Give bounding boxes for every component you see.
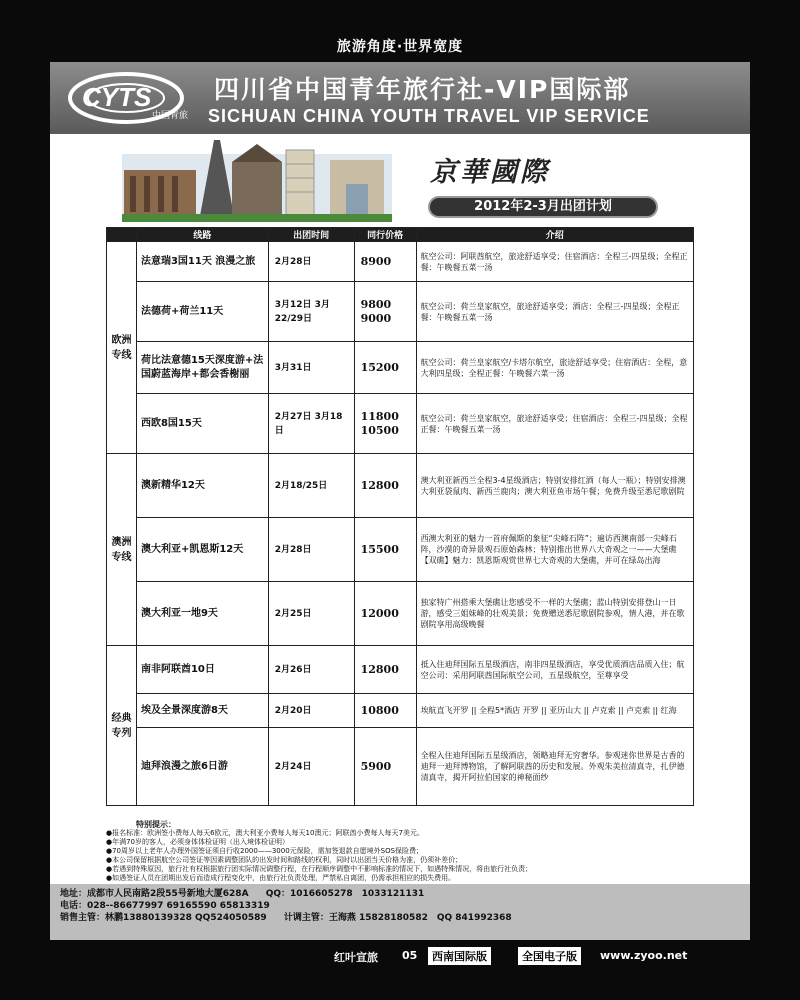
plan-title-badge: 2012年2-3月出团计划	[428, 196, 658, 218]
note-item: ●报名标准：欧洲签小费每人每天6欧元，澳大利亚小费每人每天10澳元；阿联酋小费每人每天7美元。	[106, 829, 424, 837]
table-row	[107, 394, 694, 454]
table-header-row	[107, 228, 694, 242]
region-classic: 经典专列	[107, 646, 137, 806]
departure-date: 2月25日	[268, 582, 354, 646]
region-europe: 欧洲专线	[107, 242, 137, 454]
edition-tag: 全国电子版	[518, 947, 581, 965]
departure-date: 2月28日	[268, 242, 354, 282]
price: 5900	[354, 728, 416, 806]
page-content	[50, 62, 750, 923]
route-name: 埃及全景深度游8天	[136, 694, 268, 728]
qq-numbers: QQ：1016605278 1033121131	[265, 889, 425, 899]
route-intro: 西澳大利亚的魅力一首府佩斯的象征“尖峰石阵”；遍访西澳南部一尖峰石阵，沙漠的奇异景观石原始森林；特别推出世界八大奇观之一——大堡礁【双礁】魅力：凯恩斯观赏世界七大奇观的大堡礁，并可在绿岛出海	[416, 518, 693, 582]
route-name: 荷比法意德15天深度游+法国蔚蓝海岸+都会香榭丽	[136, 342, 268, 394]
route-intro: 航空公司：阿联酋航空，旅途舒适享受；住宿酒店：全程三-四星级；全程正餐：午晚餐五菜一汤	[416, 242, 693, 282]
tour-schedule-table	[106, 227, 694, 806]
route-name: 澳新精华12天	[136, 454, 268, 518]
price: 9800 9000	[354, 282, 416, 342]
route-intro: 埃航直飞开罗 || 全程5*酒店 开罗 || 亚历山大 || 卢克索 || 卢克索 || 红海	[416, 694, 693, 728]
price: 11800 10500	[354, 394, 416, 454]
route-name: 澳大利亚一地9天	[136, 582, 268, 646]
price: 15500	[354, 518, 416, 582]
departure-date: 2月27日 3月18日	[268, 394, 354, 454]
price: 12800	[354, 646, 416, 694]
price: 8900	[354, 242, 416, 282]
region-oceania: 澳洲专线	[107, 454, 137, 646]
route-intro: 航空公司：荷兰皇家航空/卡塔尔航空，旅途舒适享受；住宿酒店：全程，意大利四星级；全程正餐：午晚餐六菜一汤	[416, 342, 693, 394]
note-item: ●若遇到特殊原因，旅行社有权根据旅行团实际情况调整行程，在行程顺序调整中不影响标准的情况下，如遇特殊情况，将由旅行社负责；	[106, 865, 533, 873]
departure-date: 3月31日	[268, 342, 354, 394]
page-number: 05	[402, 949, 418, 962]
special-notes	[106, 820, 706, 883]
header-cell-date: 出团时间	[268, 228, 354, 242]
route-name: 澳大利亚+凯恩斯12天	[136, 518, 268, 582]
departure-date: 2月20日	[268, 694, 354, 728]
departure-date: 2月24日	[268, 728, 354, 806]
table-row	[107, 454, 694, 518]
departure-date: 2月26日	[268, 646, 354, 694]
departure-date: 3月12日 3月22/29日	[268, 282, 354, 342]
cyts-logo-icon	[64, 68, 210, 126]
sales-manager: 销售主管：林鹏13880139328 QQ524050589	[60, 913, 267, 923]
agency-title-cn: 四川省中国青年旅行社-VIP国际部	[214, 75, 631, 104]
website-link[interactable]: www.zyoo.net	[600, 949, 688, 962]
price: 10800	[354, 694, 416, 728]
notes-title: 特别提示：	[136, 820, 176, 829]
table-row	[107, 694, 694, 728]
price: 12800	[354, 454, 416, 518]
address: 地址：成都市人民南路2段55号新地大厦628A	[60, 889, 249, 899]
contact-footer	[50, 884, 750, 940]
table-row	[107, 646, 694, 694]
note-item: ●本公司保留根据航空公司签证等因素调整团队的出发时间和路线的权利，同时以出团当天价格为准，仍须补差价；	[106, 856, 463, 864]
table-row	[107, 728, 694, 806]
route-intro: 澳大利亚新西兰全程3-4星级酒店；特别安排红酒（每人一瓶）；特别安排澳大利亚袋鼠肉、新西兰鹿肉；澳大利亚鱼市场午餐；免费升级至悉尼歌剧院	[416, 454, 693, 518]
route-name: 迪拜浪漫之旅6日游	[136, 728, 268, 806]
table-row	[107, 342, 694, 394]
price: 15200	[354, 342, 416, 394]
bottom-bar	[0, 946, 800, 966]
departure-date: 2月28日	[268, 518, 354, 582]
header-cell	[107, 228, 137, 242]
price: 12000	[354, 582, 416, 646]
header-cell-price: 同行价格	[354, 228, 416, 242]
route-name: 南非阿联酋10日	[136, 646, 268, 694]
svg-text:中国青旅: 中国青旅	[152, 111, 189, 121]
table-row	[107, 282, 694, 342]
route-intro: 独家特广州搭乘大堡礁让您感受不一样的大堡礁；蓝山特别安排登山一日游，感受三姐妹峰的壮观美景；免费赠送悉尼歌剧院参观，情人港，并在歌剧院享用高级晚餐	[416, 582, 693, 646]
header-cell-intro: 介绍	[416, 228, 693, 242]
edition-tag: 西南国际版	[428, 947, 491, 965]
top-slogan: 旅游角度·世界宽度	[336, 39, 464, 55]
table-row	[107, 582, 694, 646]
note-item: ●70周岁以上老年人办理外国签证须自行收2000——3000元保险，需加签退款自愿境外SOS保险费；	[106, 847, 424, 855]
header-cell-route: 线路	[136, 228, 268, 242]
route-intro: 抵入住迪拜国际五星级酒店，南非四星级酒店，享受优质酒店品质入住；航空公司：采用阿联酋国际航空公司，五星级航空，至尊享受	[416, 646, 693, 694]
phone-numbers: 电话：028--86677997 69165590 65813319	[60, 901, 270, 911]
route-intro: 航空公司：荷兰皇家航空，旅途舒适享受；酒店：全程三-四星级；全程正餐：午晚餐五菜一汤	[416, 282, 693, 342]
route-intro: 航空公司：荷兰皇家航空，旅途舒适享受；住宿酒店：全程三-四星级；全程正餐：午晚餐五菜一汤	[416, 394, 693, 454]
departure-date: 2月18/25日	[268, 454, 354, 518]
agency-title-en: SICHUAN CHINA YOUTH TRAVEL VIP SERVICE	[208, 106, 650, 126]
note-item: ●如遇签证人员在团期出发后而造成行程变化中，由旅行社负责处理，严禁私自离团，仍需承担相应的损失费用。	[106, 874, 456, 882]
note-item: ●年满70岁的客人，必须身体体检证明（出入境体检证明）	[106, 838, 290, 846]
publication-name: 红叶宣旅	[334, 951, 378, 964]
route-name: 法意瑞3国11天 浪漫之旅	[136, 242, 268, 282]
table-row	[107, 518, 694, 582]
route-intro: 全程入住迪拜国际五星级酒店，领略迪拜无穷奢华。参观迷你世界是古香的迪拜一迪拜博物馆，了解阿联酋的历史和发展。外观朱美拉清真寺，扎伊德清真寺，揭开阿拉伯国家的神秘面纱	[416, 728, 693, 806]
landmarks-collage	[122, 140, 392, 222]
svg-text:CYTS: CYTS	[82, 82, 152, 112]
header-banner	[50, 62, 750, 134]
table-row	[107, 242, 694, 282]
planning-supervisor: 计调主管：王海燕 15828180582 QQ 841992368	[283, 913, 512, 923]
brand-name: 京華國際	[430, 157, 550, 188]
route-name: 法德荷+荷兰11天	[136, 282, 268, 342]
route-name: 西欧8国15天	[136, 394, 268, 454]
